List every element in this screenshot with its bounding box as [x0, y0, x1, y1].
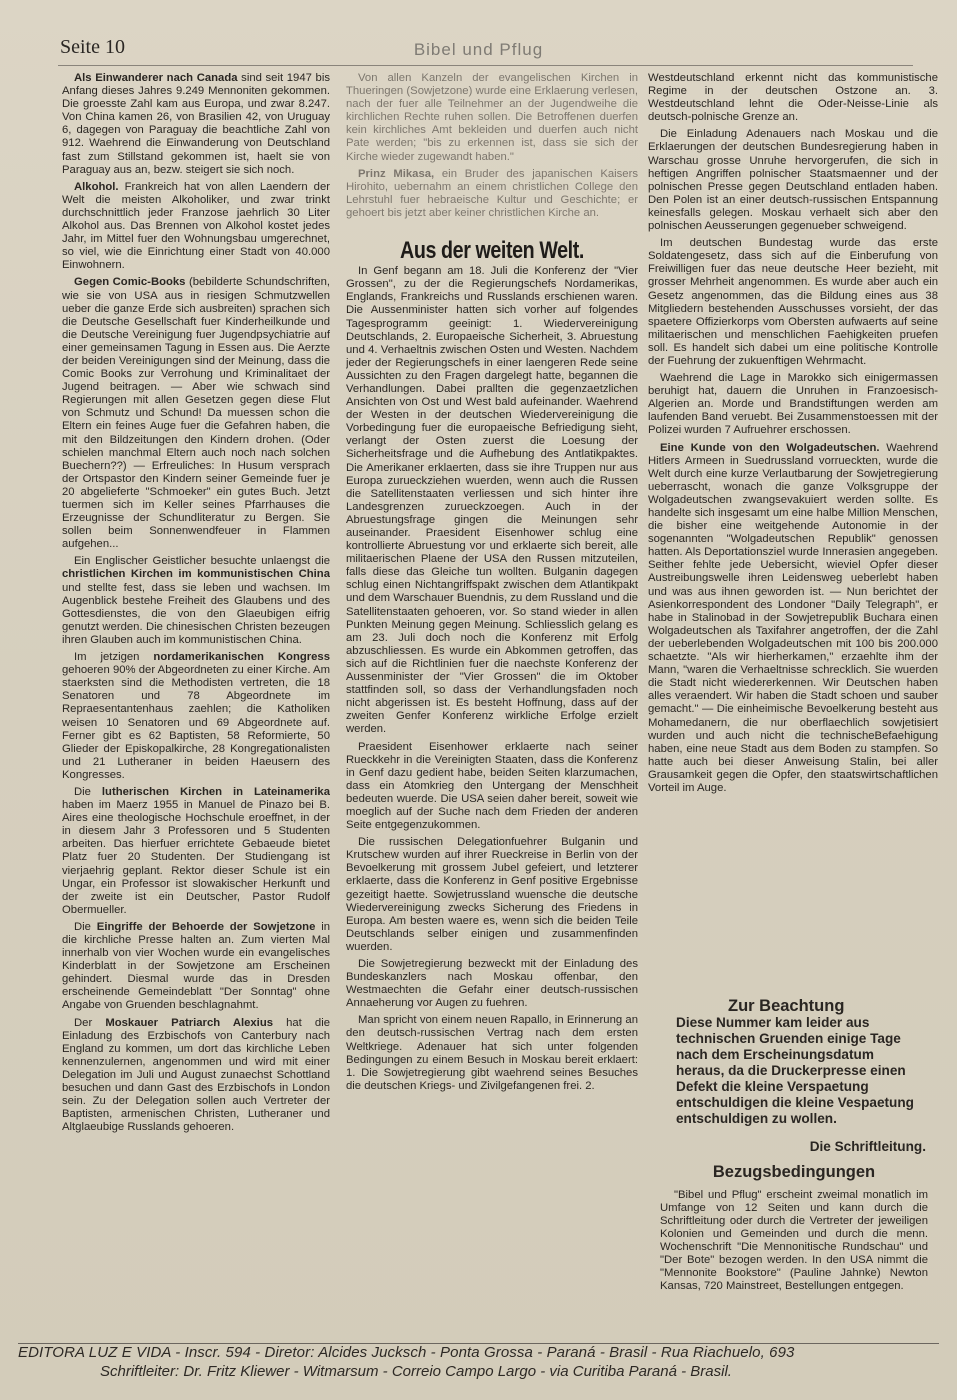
paragraph-text: (bebilderte Schundschriften, wie sie von USA aus in riesigen Schmutzwellen ueber die ganze Erde sich ausbreiten) sprachen sich die Deutsche Gesellschaft fuer Kinderheilkunde und die Deutsche Vereinigung fuer Jugendpsychiatrie auf einer gemeinsamen Tagung in Essen aus. Die Aerzte der beiden Vereinigungen sind der Meinung, dass die Comic Books zur Verrohung und Kriminalitaet der Jugend beitragen. — Aber wie schwach sind Regierungen mit allen Gesetzen gegen diese Flut von Schmutz und Schund! Da muessen schon die Eltern ein feines Auge fuer die Gefahren haben, die mit den Bildzeitungen den Kindern drohen. (Oder schielen manchmal Eltern auch noch nach solchen Buechern??) — Erfreuliches: In Husum versprach der Ortspastor den Kindern seiner Gemeinde fuer je 20 abgelieferte "Schmoeker" ein gutes Buch. Jetzt tuermen sich im Keller seines Pfarrhauses die Erzeugnisse der Schundliteratur zu Bergen. Sie sollen beim Sonnenwendfeuer in Flammen aufgehen...	[62, 276, 330, 551]
paragraph: Die Sowjetregierung bezweckt mit der Einladung des Bundeskanzlers nach Moskau offenbar, den Westmaechten die Gefahr einer deutsch-russischen Annaeherung vor Augen zu fuehren.	[346, 958, 638, 1010]
paragraph-text: Westdeutschland erkennt nicht das kommunistische Regime in der deutschen Ostzone an. 3. Westdeutschland lehnt die Oder-Neisse-Linie als deutsch-polnische Grenze an.	[648, 72, 938, 124]
paragraph	[62, 181, 330, 273]
paragraph-headline: Alkohol.	[74, 180, 119, 193]
subscription-text: "Bibel und Pflug" erscheint zweimal monatlich im Umfange von 12 Seiten und kann durch die Schriftleitung oder durch die Vertreter der jeweiligen Kolonien und Gemeinden und durch die menn. Wochenschrift "Die Mennonitische Rundschau" und "Der Bote" bezogen werden. In den USA nimmt die "Mennonite Bookstore" (Pauline Jahnke) Newton Kansas, 720 Mainstreet, Bestellungen entgegen.	[660, 1189, 928, 1292]
paragraph-text: Von allen Kanzeln der evangelischen Kirchen in Thueringen (Sowjetzone) wurde eine Erklaerung verlesen, nach der fuer alle Teilnehmer an der Jugendweihe die kirchlichen Rechte ruhen sollen. Die Betroffenen duerfen kein kirchliches Amt bekleiden und duerfen auch nicht Pate werden; "bis zu erkennen ist, dass sie sich der Kirche wieder zugewandt haben."	[346, 72, 638, 163]
paragraph: Man spricht von einem neuen Rapallo, in Erinnerung an den deutsch-russischen Vertrag nach dem ersten Weltkriege. Adenauer hat sich unter folgenden Bedingungen zu einem Besuch in Moskau bereit erklaert: 1. Die Sowjetregierung gibt waehrend seines Besuches die deutschen Kriegs- und Zivilgefangenen frei. 2.	[346, 1014, 638, 1092]
paragraph-intro: Die	[74, 920, 97, 933]
paragraph-text: und stellte fest, dass sie leben und wachsen. Im Augenblick bestehe Freiheit des Glaubens und des Gottesdienstes, die von den Glaeubigen eifrig genutzt werden. Die chinesischen Christen bezeugen ihren Glauben auch im kommunistischen China.	[62, 581, 330, 646]
paragraph-text: hat die Einladung des Erzbischofs von Canterbury nach England zu kommen, um dort das kirchliche Leben kennenzulernen, angenommen und wird mit einer Delegation im Juli und August zunaechst Schottland besuchen und dann Gast des Erzbischofs in London sein. Zu der Delegation sollen auch Vertreter der Baptisten, armenischen Christen, Lutheraner und Altglaeubige Russlands gehoeren.	[62, 1016, 330, 1134]
paragraph-text: ein Bruder des japanischen Kaisers Hirohito, uebernahm an einem christlichen College den Lehrstuhl fuer hebraeische Kultur und Geschichte; er gehoert bis jetzt aber keiner christlichen Kirche an.	[346, 167, 638, 219]
paragraph: Praesident Eisenhower erklaerte nach seiner Rueckkehr in die Vereinigten Staaten, dass die Konferenz in Genf dazu gedient habe, beiden Seiten klarzumachen, dass ein Atomkrieg den Untergang der Menschheit bedeuten wuerde. Die USA seien daher bereit, soweit wie moeglich auf der Suche nach dem Frieden der anderen Seite entgegenzukommen.	[346, 740, 638, 832]
paragraph-headline: nordamerikanischen Kongress	[153, 651, 330, 664]
paragraph-headline: Gegen Comic-Books	[74, 276, 186, 289]
paragraph-intro: Im jetzigen	[74, 651, 154, 664]
paragraph-text: Waehrend die Lage in Marokko sich einigermassen beruhigt hat, dauern die Unruhen in Franzoesisch-Algerien an. Morde und Brandstiftungen werden am laufenden Band veruebt. Bei Zusammenstoessen mit der Polizei wurden 7 Aufruehrer erschossen.	[648, 372, 938, 437]
paragraph: In Genf begann am 18. Juli die Konferenz der "Vier Grossen", zu der die Regierungschefs Nordamerikas, Englands, Frankreichs und Russlands erschienen waren. Die Aussenminister hatten sich vorher auf folgendes Tagesprogramm geeinigt: 1. Wiedervereinigung Deutschlands, 2. Europaeische Sicherheit, 3. Abruestung und 4. Verhaeltnis zwischen Osten und Westen. Nachdem jeder der Regierungschefs in einer laengeren Rede seine Aussichten zu den Fragen dargelegt hatte, begannen die Verhandlungen. Dabei prallten die gegenzaetzlichen Ansichten von Ost und West bald aufeinander. Waehrend der Westen in der deutschen Wiedervereinigung die Vorbedingung fuer die europaeische Befriedigung sieht, verlangt der Osten zuerst die Loesung der Sicherheitsfrage und die Aufhebung des Antlatikpaktes. Die Amerikaner erklaerten, dass sie ihre Truppen nur aus Europa zurueckziehen wuerden, wenn auch die Russen die Satellitenstaaten verliessen und sich hinter ihre Landesgrenzen zurueckzoegen. Auch in der Abruestungsfrage gingen die Meinungen sehr auseinander. Praesident Eisenhower schlug eine kontrollierte Abruestung vor und erklaerte sich bereit, alle militaerischen Plaene der USA den Russen mitzuteilen, falls diese das Gleiche tun wollten. Bulganin dagegen schlug einen Nichtangriffspakt zwischen dem Atlantikpakt und dem Warschauer Buendnis, zu dem Russland und die Satellitenstaaten gehoeren, vor. So stand wieder in allen Punkten Meinung gegen Meinung. Schliesslich gelang es am 23. Juli doch noch die Konferenz mit Erfolg abzuschliessen. Es wurde ein Abkommen getroffen, das sich auf die Richtlinien fuer die naechste Konferenz der Aussenminister der "Vier Grossen" die im Oktober stattfinden soll, so dass der Verhandlungsfaden noch nicht abgerissen ist. Es besteht Hoffnung, dass auf der zweiten Genfer Konferenz wirkliche Erfolge erzielt werden.	[346, 265, 638, 736]
paragraph	[648, 72, 938, 124]
paragraph	[648, 237, 938, 368]
paragraph	[648, 442, 938, 796]
page-header	[22, 34, 935, 64]
paragraph	[648, 372, 938, 437]
paragraph: Die russischen Delegationfuehrer Bulganin und Krutschew wurden auf ihrer Rueckreise in Berlin von der Bevoelkerung mit grossem Jubel gefeiert, und letzterer erklaerte, dass die Konferenz in Genf positive Ergebnisse gezeitigt haette. Sowjetrussland wuensche die deutsche Wiedervereinigung zwecks Sicherung des Friedens in Europa. Am besten waere es, wenn sich die beiden Teile Deutschlands selber einigen und zusammenfinden wuerden.	[346, 836, 638, 953]
column-middle	[346, 72, 638, 1322]
paragraph-text: Die Einladung Adenauers nach Moskau und die Erklaerungen der deutschen Bundesregierung haben in Warschau grosse Unruhe hervorgerufen, die sich in heftigen Angriffen polnischer Staatsmaenner und der polnischen Presse gegen Deutschland entladen haben. Den Polen ist an einer deutsch-russischen Entspannung keinesfalls gelegen. Moskau verhaelt sich aber den polnischen Aeusserungen gegenueber schweigend.	[648, 128, 938, 233]
paragraph	[62, 555, 330, 647]
notice-body: Diese Nummer kam leider aus technischen Gruenden einige Tage nach dem Erscheinungsdatum heraus, da die Druckerpresse einen Defekt die kleine Verspaetung entschuldigen die kleine Vespaetung entschuldigen zu wollen.	[676, 1015, 914, 1126]
subscription-title: Bezugsbedingungen	[712, 1163, 876, 1181]
paragraph	[62, 921, 330, 1013]
notice-title: Zur Beachtung	[728, 997, 845, 1015]
paragraph	[62, 276, 330, 551]
paragraph-intro: Der	[74, 1016, 106, 1029]
footer-publisher-line: EDITORA LUZ E VIDA - Inscr. 594 - Diretor: Alcides Jucksch - Ponta Grossa - Paraná - Brasil - Rua Riachuelo, 693	[18, 1344, 795, 1361]
paragraph	[62, 651, 330, 782]
column-right	[648, 72, 938, 952]
paragraph-text: Im deutschen Bundestag wurde das erste Soldatengesetz, dass sich auf die Einberufung von Freiwilligen fuer das neue deutsche Heer bezieht, mit grosser Mehrheit angenommen. Es wurde aber auch ein Gesetz angenommen, das die Bildung eines aus 38 Mitgliedern bestehenden Ausschusses vorsieht, der das spaetere Offizierkorps vom Obersten aufwaerts auf seine militaerischen und menschlichen Faehigkeiten pruefen soll. Es handelt sich dabei um eine politische Kontrolle der Fuehrung der zukuenftigen Wehrmacht.	[648, 237, 938, 367]
notice-box	[676, 998, 926, 1155]
column-left	[62, 72, 330, 1322]
page-footer	[18, 1343, 939, 1381]
world-news-article	[346, 265, 638, 1093]
paragraph-headline: Moskauer Patriarch Alexius	[105, 1016, 274, 1029]
paragraph	[346, 168, 638, 220]
paragraph-headline: lutherischen Kirchen in Lateinamerika	[101, 785, 330, 798]
paragraph-text: sind seit 1947 bis Anfang dieses Jahres 9.249 Mennoniten gekommen. Die groesste Zahl kam aus Europa, und zwar 8.247. Von China kamen 26, von Brasilien 42, von Uruguay 6, dagegen von Paraguay die beachtliche Zahl von 912. Waehrend die Einwanderung von Deutschland fast zum Stillstand gekommen ist, haelt sie von Paraguay aus an, bezw. steigert sie sich noch.	[62, 72, 330, 176]
paragraph-headline: Eingriffe der Behoerde der Sowjetzone	[96, 920, 316, 933]
section-title: Aus der weiten Welt.	[400, 237, 584, 265]
paragraph-text: in die kirchliche Presse halten an. Zum vierten Mal innerhalb von vier Wochen wurde ein evangelisches Kinderblatt in der Sowjetzone am Erscheinen gehindert. Diesmal wurde das in Dresden erscheinende Gemeindeblatt "Der Sonntag" ohne Angabe von Gruenden beschlagnahmt.	[62, 920, 330, 1012]
paragraph-text: haben im Maerz 1955 in Manuel de Pinazo bei B. Aires eine theologische Hochschule eroeffnet, in der in diesem Jahr 3 Professoren und 5 Studenten arbeiten. Das hierfuer errichtete Gebaeude bietet Platz fuer 20 Studenten. Der Studiengang ist vierjaehrig geplant. Rektor dieser Schule ist ein Ungar, ein Professor ist slowakischer Herkunft und der zweite ist ein Deutscher, Pastor Rudolf Obermueller.	[62, 799, 330, 916]
publication-title: Bibel und Pflug	[413, 40, 544, 59]
paragraph	[648, 128, 938, 233]
paragraph-headline: Eine Kunde von den Wolgadeutschen.	[660, 441, 880, 454]
paragraph	[62, 72, 330, 177]
header-rule	[58, 65, 913, 66]
paragraph-intro: Ein Englischer Geistlicher besuchte unlaengst die	[74, 555, 330, 568]
paragraph-headline: Als Einwanderer nach Canada	[74, 72, 238, 84]
paragraph-text: gehoeren 90% der Abgeordneten zu einer Kirche. Am staerksten sind die Methodisten vertreten, die 18 Senatoren und 78 Abgeordnete im Repraesentantenhaus zaehlen; die Katholiken weisen 10 Senatoren und 69 Abgeordnete auf. Ferner gibt es 62 Baptisten, 58 Reformierte, 50 Glieder der Episkopalkirche, 28 Kongregationalisten und 21 Lutheraner in beiden Haeusern des Kongresses.	[62, 664, 330, 781]
paragraph-text: Waehrend Hitlers Armeen in Suedrussland vorrueckten, wurde die Welt durch eine kurze Verlautbarung der Sowjetregierung ueberrascht, wonach die ganze Volksgruppe der Wolgadeutschen zwangsevakuiert werden sollte. Es handelte sich insgesamt um eine halbe Million Menschen, die bisher eine weitgehende Autonomie in der sogenannten "Wolgadeutschen Republik" genossen hatten. Als Deportationsziel wurde Innerasien angegeben. Seither fehlte jede Uebersicht, wieviel Opfer dieser Austreibungswelle ihren Leidensweg ueberlebt haben und was aus ihnen geworden ist. — Nun berichtet der Asienkorrespondent des Londoner "Daily Telegraph", er habe in Stalinobad in der Sowjetrepublik Buchara einen Wolgadeutschen als Taxifahrer angetroffen, der die Zahl der ueberlebenden Wolgadeutschen mit 100 bis 200.000 schaetzte. "Als wir hierherkamen," erzaehlte ihm der Mann, "waren die Verhaeltnisse schrecklich. Sie wuerden die Stadt nicht wiedererkennen. Wir Deutschen haben alles veraendert. Wir haben die Stadt schoen und sauber gemacht." — Die einheimische Bevoelkerung besteht aus Mohamedanern, die nur oberflaechlich sowjetisiert wurden und auch nicht die technischeBefaehigung haben, eine neue Stadt aus dem Boden zu stampfen. So hatte auch bei dieser Anweisung Stalin, bei aller Grausamkeit gegen die Opfer, den staatswirtschaftlichen Vorteil im Auge.	[648, 441, 938, 794]
paragraph-intro: Die	[74, 785, 102, 798]
paragraph	[62, 786, 330, 917]
paragraph	[62, 1017, 330, 1135]
notice-signature: Die Schriftleitung.	[809, 1139, 926, 1154]
paragraph-headline: christlichen Kirchen im kommunistischen China	[62, 568, 330, 581]
paragraph-headline: Prinz Mikasa,	[358, 167, 435, 180]
subscription-terms	[660, 1163, 928, 1293]
paragraph-text: Frankreich hat von allen Laendern der Welt die meisten Alkoholiker, und zwar trinkt durchschnittlich jeder Franzose jaehrlich 30 Liter Alkohol aus. Das Brennen von Alkohol kostet jedes Jahr, im Mittel fuer den Wohnungsbau umgerechnet, so viel, wie die Einrichtung einer Stadt von 40.000 Einwohnern.	[62, 180, 330, 272]
page-number: Seite 10	[60, 36, 125, 58]
column-middle-top-notes	[346, 72, 638, 220]
footer-editor-line: Schriftleiter: Dr. Fritz Kliewer - Witmarsum - Correio Campo Largo - via Curitiba Paraná - Brasil.	[100, 1363, 732, 1380]
paragraph	[346, 72, 638, 164]
